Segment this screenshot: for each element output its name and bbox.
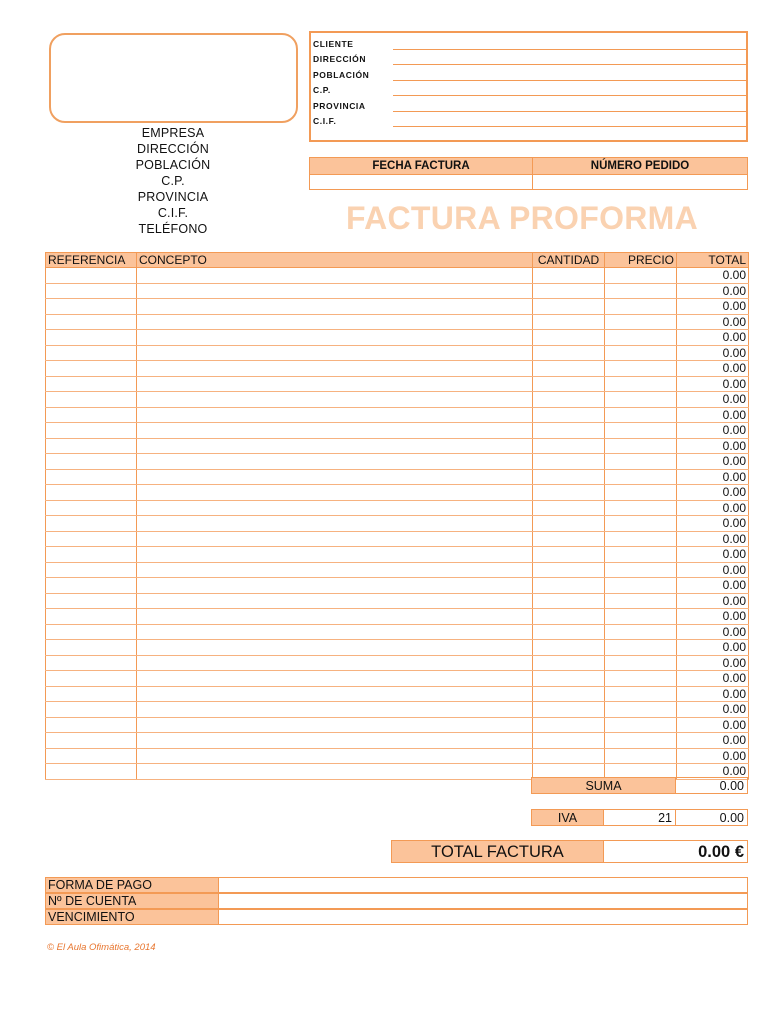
row-total-cell: 0.00: [677, 299, 749, 315]
price-cell[interactable]: [605, 640, 677, 656]
row-total-cell: 0.00: [677, 531, 749, 547]
total-invoice-value: 0.00 €: [603, 840, 748, 863]
row-total-cell: 0.00: [677, 454, 749, 470]
table-row: [46, 717, 749, 733]
reference-cell[interactable]: [46, 407, 137, 423]
row-total-cell: 0.00: [677, 593, 749, 609]
row-total-cell: 0.00: [677, 640, 749, 656]
row-total-cell: 0.00: [677, 748, 749, 764]
price-cell[interactable]: [605, 392, 677, 408]
price-cell[interactable]: [605, 702, 677, 718]
table-row: [46, 392, 749, 408]
reference-cell[interactable]: [46, 283, 137, 299]
price-cell[interactable]: [605, 516, 677, 532]
iva-rate[interactable]: 21: [603, 809, 676, 826]
reference-cell[interactable]: [46, 733, 137, 749]
logo-placeholder: [49, 33, 298, 123]
quantity-cell[interactable]: [533, 330, 605, 346]
header-divider: [532, 158, 533, 189]
sum-label: SUMA: [531, 777, 676, 794]
reference-cell[interactable]: [46, 764, 137, 780]
concept-cell[interactable]: [137, 748, 533, 764]
table-row: [46, 345, 749, 361]
price-cell[interactable]: [605, 485, 677, 501]
table-row: [46, 469, 749, 485]
sum-row: [531, 777, 748, 794]
price-cell[interactable]: [605, 361, 677, 377]
reference-cell[interactable]: [46, 547, 137, 563]
table-row: [46, 562, 749, 578]
quantity-cell[interactable]: [533, 562, 605, 578]
reference-cell[interactable]: [46, 578, 137, 594]
payment-section: [45, 877, 748, 925]
client-address-label: DIRECCIÓN: [313, 54, 367, 64]
column-price: PRECIO: [605, 253, 677, 268]
sum-value: 0.00: [675, 777, 748, 794]
reference-cell[interactable]: [46, 361, 137, 377]
quantity-cell[interactable]: [533, 283, 605, 299]
client-address-row: [311, 50, 746, 66]
table-row: [46, 733, 749, 749]
items-header-row: [46, 253, 749, 268]
concept-cell[interactable]: [137, 593, 533, 609]
reference-cell[interactable]: [46, 717, 137, 733]
column-quantity: CANTIDAD: [533, 253, 605, 268]
row-total-cell: 0.00: [677, 562, 749, 578]
items-table: [45, 252, 749, 780]
price-cell[interactable]: [605, 283, 677, 299]
price-cell[interactable]: [605, 624, 677, 640]
payment-method-label: FORMA DE PAGO: [45, 877, 219, 893]
table-row: [46, 376, 749, 392]
table-row: [46, 531, 749, 547]
quantity-cell[interactable]: [533, 686, 605, 702]
client-cif-field[interactable]: [393, 126, 746, 127]
row-total-cell: 0.00: [677, 717, 749, 733]
quantity-cell[interactable]: [533, 361, 605, 377]
price-cell[interactable]: [605, 469, 677, 485]
table-row: [46, 593, 749, 609]
price-cell[interactable]: [605, 609, 677, 625]
reference-cell[interactable]: [46, 423, 137, 439]
concept-cell[interactable]: [137, 686, 533, 702]
company-province: PROVINCIA: [137, 190, 209, 204]
company-postal-code: C.P.: [161, 174, 185, 188]
table-row: [46, 361, 749, 377]
table-row: [46, 438, 749, 454]
table-row: [46, 314, 749, 330]
table-row: [46, 609, 749, 625]
price-cell[interactable]: [605, 593, 677, 609]
price-cell[interactable]: [605, 423, 677, 439]
price-cell[interactable]: [605, 330, 677, 346]
reference-cell[interactable]: [46, 469, 137, 485]
reference-cell[interactable]: [46, 686, 137, 702]
concept-cell[interactable]: [137, 562, 533, 578]
client-postal-code-label: C.P.: [313, 85, 331, 95]
table-row: [46, 640, 749, 656]
row-total-cell: 0.00: [677, 485, 749, 501]
price-cell[interactable]: [605, 655, 677, 671]
concept-cell[interactable]: [137, 640, 533, 656]
company-name: EMPRESA: [141, 126, 205, 140]
table-row: [46, 578, 749, 594]
invoice-date-label: FECHA FACTURA: [310, 158, 532, 174]
items-body: [46, 268, 749, 780]
table-row: [46, 330, 749, 346]
price-cell[interactable]: [605, 686, 677, 702]
quantity-cell[interactable]: [533, 655, 605, 671]
concept-cell[interactable]: [137, 547, 533, 563]
reference-cell[interactable]: [46, 330, 137, 346]
table-row: [46, 454, 749, 470]
iva-value: 0.00: [675, 809, 748, 826]
reference-cell[interactable]: [46, 609, 137, 625]
row-total-cell: 0.00: [677, 314, 749, 330]
table-row: [46, 423, 749, 439]
concept-cell[interactable]: [137, 671, 533, 687]
concept-cell[interactable]: [137, 516, 533, 532]
price-cell[interactable]: [605, 717, 677, 733]
column-total: TOTAL: [677, 253, 749, 268]
row-total-cell: 0.00: [677, 578, 749, 594]
quantity-cell[interactable]: [533, 376, 605, 392]
row-total-cell: 0.00: [677, 624, 749, 640]
payment-method-row: [45, 877, 748, 893]
quantity-cell[interactable]: [533, 500, 605, 516]
company-address: DIRECCIÓN: [137, 142, 209, 156]
row-total-cell: 0.00: [677, 392, 749, 408]
account-number-row: [45, 893, 748, 909]
row-total-cell: 0.00: [677, 438, 749, 454]
client-box: [309, 31, 748, 142]
row-total-cell: 0.00: [677, 469, 749, 485]
quantity-cell[interactable]: [533, 407, 605, 423]
client-province-label: PROVINCIA: [313, 100, 366, 111]
row-total-cell: 0.00: [677, 655, 749, 671]
reference-cell[interactable]: [46, 438, 137, 454]
concept-cell[interactable]: [137, 361, 533, 377]
table-row: [46, 283, 749, 299]
table-row: [46, 702, 749, 718]
concept-cell[interactable]: [137, 314, 533, 330]
client-name-label: CLIENTE: [313, 38, 354, 49]
reference-cell[interactable]: [46, 655, 137, 671]
due-date-label: VENCIMIENTO: [45, 909, 219, 925]
copyright-note: © El Aula Ofimática, 2014: [47, 942, 156, 953]
price-cell[interactable]: [605, 547, 677, 563]
concept-cell[interactable]: [137, 469, 533, 485]
reference-cell[interactable]: [46, 376, 137, 392]
concept-cell[interactable]: [137, 330, 533, 346]
reference-cell[interactable]: [46, 345, 137, 361]
concept-cell[interactable]: [137, 438, 533, 454]
row-total-cell: 0.00: [677, 361, 749, 377]
column-reference: REFERENCIA: [46, 253, 137, 268]
table-row: [46, 500, 749, 516]
price-cell[interactable]: [605, 376, 677, 392]
quantity-cell[interactable]: [533, 733, 605, 749]
quantity-cell[interactable]: [533, 748, 605, 764]
client-city-row: [311, 65, 746, 81]
quantity-cell[interactable]: [533, 268, 605, 284]
quantity-cell[interactable]: [533, 547, 605, 563]
concept-cell[interactable]: [137, 702, 533, 718]
quantity-cell[interactable]: [533, 593, 605, 609]
due-date-row: [45, 909, 748, 925]
reference-cell[interactable]: [46, 593, 137, 609]
table-row: [46, 407, 749, 423]
table-row: [46, 485, 749, 501]
price-cell[interactable]: [605, 268, 677, 284]
price-cell[interactable]: [605, 500, 677, 516]
price-cell[interactable]: [605, 299, 677, 315]
price-cell[interactable]: [605, 407, 677, 423]
price-cell[interactable]: [605, 438, 677, 454]
price-cell[interactable]: [605, 748, 677, 764]
quantity-cell[interactable]: [533, 531, 605, 547]
quantity-cell[interactable]: [533, 671, 605, 687]
document-title: FACTURA PROFORMA: [346, 200, 699, 236]
quantity-cell[interactable]: [533, 717, 605, 733]
quantity-cell[interactable]: [533, 640, 605, 656]
reference-cell[interactable]: [46, 640, 137, 656]
row-total-cell: 0.00: [677, 609, 749, 625]
quantity-cell[interactable]: [533, 299, 605, 315]
row-total-cell: 0.00: [677, 733, 749, 749]
client-cif-label: C.I.F.: [313, 116, 337, 126]
client-postal-code-row: [311, 81, 746, 97]
price-cell[interactable]: [605, 578, 677, 594]
invoice-header-table: [309, 157, 748, 190]
reference-cell[interactable]: [46, 748, 137, 764]
concept-cell[interactable]: [137, 655, 533, 671]
reference-cell[interactable]: [46, 485, 137, 501]
concept-cell[interactable]: [137, 423, 533, 439]
payment-method-field[interactable]: [218, 877, 748, 893]
reference-cell[interactable]: [46, 392, 137, 408]
quantity-cell[interactable]: [533, 485, 605, 501]
quantity-cell[interactable]: [533, 578, 605, 594]
company-info: [108, 125, 238, 237]
account-number-label: Nº DE CUENTA: [45, 893, 219, 909]
concept-cell[interactable]: [137, 531, 533, 547]
row-total-cell: 0.00: [677, 547, 749, 563]
row-total-cell: 0.00: [677, 268, 749, 284]
iva-label: IVA: [531, 809, 604, 826]
row-total-cell: 0.00: [677, 330, 749, 346]
concept-cell[interactable]: [137, 407, 533, 423]
row-total-cell: 0.00: [677, 516, 749, 532]
quantity-cell[interactable]: [533, 438, 605, 454]
concept-cell[interactable]: [137, 609, 533, 625]
concept-cell[interactable]: [137, 283, 533, 299]
quantity-cell[interactable]: [533, 454, 605, 470]
reference-cell[interactable]: [46, 454, 137, 470]
quantity-cell[interactable]: [533, 423, 605, 439]
price-cell[interactable]: [605, 345, 677, 361]
total-invoice-label: TOTAL FACTURA: [391, 840, 604, 863]
reference-cell[interactable]: [46, 314, 137, 330]
concept-cell[interactable]: [137, 717, 533, 733]
concept-cell[interactable]: [137, 500, 533, 516]
row-total-cell: 0.00: [677, 702, 749, 718]
table-row: [46, 671, 749, 687]
concept-cell[interactable]: [137, 733, 533, 749]
concept-cell[interactable]: [137, 345, 533, 361]
price-cell[interactable]: [605, 454, 677, 470]
price-cell[interactable]: [605, 671, 677, 687]
concept-cell[interactable]: [137, 376, 533, 392]
client-name-row: [311, 34, 746, 50]
row-total-cell: 0.00: [677, 376, 749, 392]
reference-cell[interactable]: [46, 531, 137, 547]
row-total-cell: 0.00: [677, 407, 749, 423]
table-row: [46, 624, 749, 640]
quantity-cell[interactable]: [533, 516, 605, 532]
row-total-cell: 0.00: [677, 423, 749, 439]
reference-cell[interactable]: [46, 268, 137, 284]
row-total-cell: 0.00: [677, 283, 749, 299]
concept-cell[interactable]: [137, 578, 533, 594]
price-cell[interactable]: [605, 314, 677, 330]
reference-cell[interactable]: [46, 500, 137, 516]
quantity-cell[interactable]: [533, 392, 605, 408]
concept-cell[interactable]: [137, 624, 533, 640]
quantity-cell[interactable]: [533, 314, 605, 330]
quantity-cell[interactable]: [533, 345, 605, 361]
price-cell[interactable]: [605, 531, 677, 547]
client-city-label: POBLACIÓN: [313, 69, 370, 80]
client-cif-row: [311, 112, 746, 128]
table-row: [46, 686, 749, 702]
table-row: [46, 748, 749, 764]
price-cell[interactable]: [605, 733, 677, 749]
due-date-field[interactable]: [218, 909, 748, 925]
invoice-date-field[interactable]: [310, 174, 532, 190]
table-row: [46, 655, 749, 671]
reference-cell[interactable]: [46, 624, 137, 640]
reference-cell[interactable]: [46, 299, 137, 315]
concept-cell[interactable]: [137, 392, 533, 408]
order-number-field[interactable]: [533, 174, 747, 190]
reference-cell[interactable]: [46, 671, 137, 687]
company-phone: TELÉFONO: [138, 222, 208, 236]
reference-cell[interactable]: [46, 516, 137, 532]
row-total-cell: 0.00: [677, 764, 749, 780]
quantity-cell[interactable]: [533, 702, 605, 718]
row-total-cell: 0.00: [677, 500, 749, 516]
company-cif: C.I.F.: [157, 206, 189, 220]
quantity-cell[interactable]: [533, 624, 605, 640]
account-number-field[interactable]: [218, 893, 748, 909]
price-cell[interactable]: [605, 562, 677, 578]
column-concept: CONCEPTO: [137, 253, 533, 268]
table-row: [46, 516, 749, 532]
table-row: [46, 268, 749, 284]
total-invoice-row: [391, 840, 748, 863]
quantity-cell[interactable]: [533, 469, 605, 485]
client-province-row: [311, 96, 746, 112]
quantity-cell[interactable]: [533, 609, 605, 625]
concept-cell[interactable]: [137, 299, 533, 315]
row-total-cell: 0.00: [677, 686, 749, 702]
table-row: [46, 547, 749, 563]
reference-cell[interactable]: [46, 702, 137, 718]
row-total-cell: 0.00: [677, 345, 749, 361]
concept-cell[interactable]: [137, 764, 533, 780]
table-row: [46, 299, 749, 315]
company-city: POBLACIÓN: [135, 158, 211, 172]
concept-cell[interactable]: [137, 268, 533, 284]
order-number-label: NÚMERO PEDIDO: [533, 158, 747, 174]
concept-cell[interactable]: [137, 454, 533, 470]
reference-cell[interactable]: [46, 562, 137, 578]
iva-row: [531, 809, 748, 826]
row-total-cell: 0.00: [677, 671, 749, 687]
concept-cell[interactable]: [137, 485, 533, 501]
